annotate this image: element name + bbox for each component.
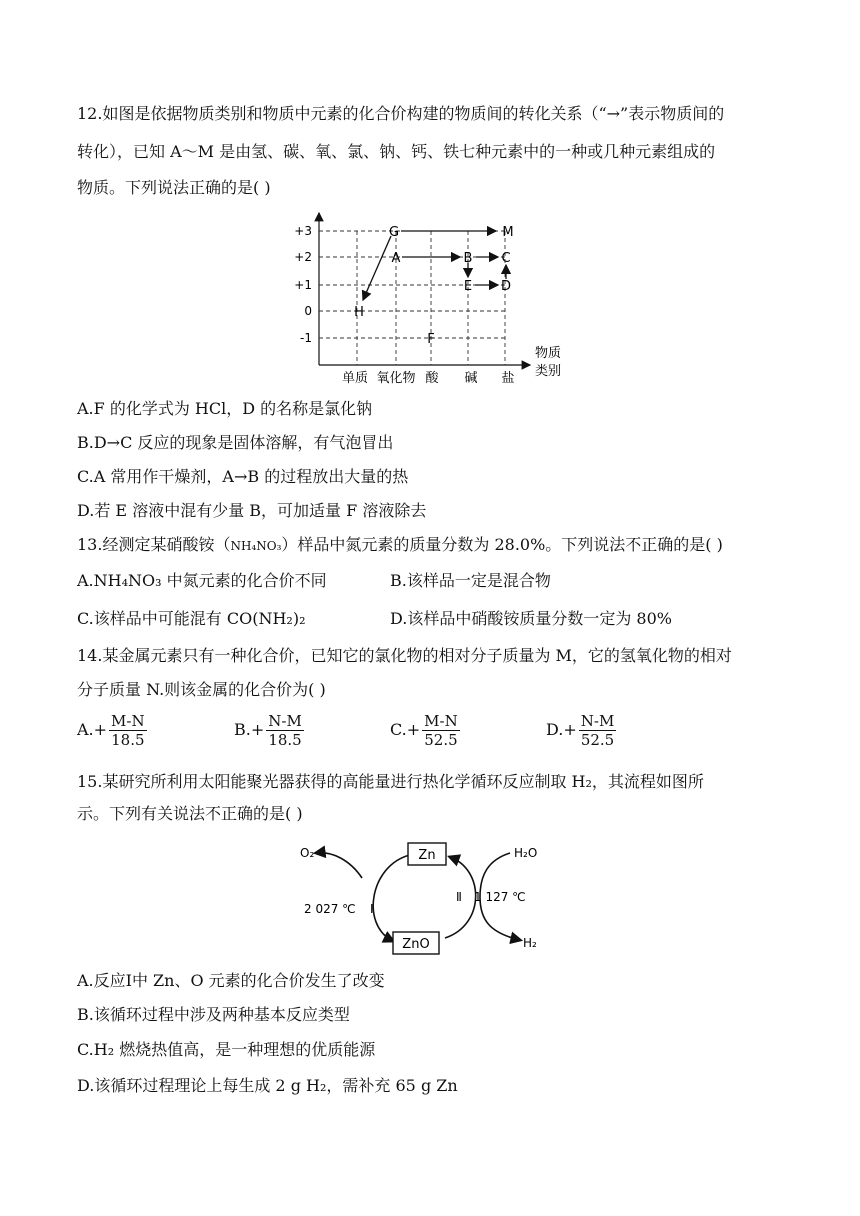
q13-option-c bbox=[77, 608, 305, 630]
q13-option-d: D.该样品中硝酸铵质量分数一定为 80% bbox=[390, 609, 672, 628]
q12-option-c: C.A 常用作干燥剂，A→B 的过程放出大量的热 bbox=[77, 467, 409, 486]
q12-stem-line-2: 转化），已知 A～M 是由氢、碳、氧、氯、钠、钙、铁七种元素中的一种或几种元素组成的 bbox=[77, 142, 716, 161]
q13-option-b: B.该样品一定是混合物 bbox=[390, 571, 551, 590]
thermochemical-cycle-diagram bbox=[290, 835, 580, 960]
q14-option-d bbox=[546, 712, 616, 749]
q13-option-c-text: C.该样品中可能混有 bbox=[77, 609, 227, 628]
point-b: B bbox=[463, 251, 473, 266]
q14-option-a-label: A.+ bbox=[77, 720, 108, 739]
q14-option-b-numerator: N-M bbox=[268, 712, 302, 730]
y-tick-plus3: +3 bbox=[294, 224, 312, 238]
x-tick-base: 碱 bbox=[464, 371, 478, 385]
q15-option-c: C.H₂ 燃烧热值高，是一种理想的优质能源 bbox=[77, 1040, 376, 1059]
q15-option-d-formula: H₂ bbox=[306, 1076, 327, 1095]
q14-stem-line-1: 14.某金属元素只有一种化合价，已知它的氯化物的相对分子质量为 M，它的氢氧化物的相对 bbox=[77, 646, 732, 665]
o2-label: O₂ bbox=[300, 846, 315, 860]
point-e: E bbox=[463, 279, 473, 294]
q13-option-a-label: A. bbox=[77, 571, 94, 590]
h2-label: H₂ bbox=[523, 936, 537, 950]
valence-category-chart bbox=[290, 205, 580, 385]
point-f: F bbox=[427, 332, 435, 347]
q14-option-b-label: B.+ bbox=[234, 720, 265, 739]
q15-option-d-start: D.该循环过程理论上每生成 2 g bbox=[77, 1076, 307, 1095]
x-axis-title-1: 物质 bbox=[534, 346, 562, 361]
q15-option-a: A.反应Ⅰ中 Zn、O 元素的化合价发生了改变 bbox=[77, 971, 385, 990]
q15-option-d bbox=[77, 1075, 458, 1097]
zno-label: ZnO bbox=[402, 937, 430, 952]
q12-option-d: D.若 E 溶液中混有少量 B，可加适量 F 溶液除去 bbox=[77, 501, 427, 520]
point-g: G bbox=[388, 225, 400, 240]
arrow-g-to-h bbox=[363, 236, 391, 300]
x-tick-salt: 盐 bbox=[501, 371, 515, 385]
y-tick-plus2: +2 bbox=[294, 250, 312, 264]
point-c: C bbox=[501, 251, 511, 266]
q14-option-a-numerator: M-N bbox=[111, 712, 145, 730]
q12-option-a: A.F 的化学式为 HCl，D 的名称是氯化钠 bbox=[77, 399, 373, 418]
q12-stem-line-1: 12.如图是依据物质类别和物质中元素的化合价构建的物质间的转化关系（“→”表示物质间的 bbox=[77, 104, 725, 123]
h2o-label: H₂O bbox=[514, 846, 538, 860]
x-axis-title-2: 类别 bbox=[534, 364, 562, 379]
q14-option-a-fraction bbox=[109, 712, 147, 749]
q13-stem bbox=[77, 534, 723, 557]
q14-option-d-denominator: 52.5 bbox=[580, 731, 615, 749]
point-h: H bbox=[354, 305, 364, 320]
q15-stem-line-2: 示。下列有关说法不正确的是( ) bbox=[77, 804, 303, 823]
q13-option-c-formula: CO(NH₂)₂ bbox=[226, 609, 306, 628]
q12-option-b: B.D→C 反应的现象是固体溶解，有气泡冒出 bbox=[77, 433, 394, 452]
q14-option-c-label: C.+ bbox=[390, 720, 421, 739]
arc-left bbox=[373, 855, 410, 941]
x-tick-acid: 酸 bbox=[425, 371, 439, 385]
q15-stem-formula: H₂ bbox=[571, 772, 592, 791]
q13-stem-end: ）样品中氮元素的质量分数为 28.0%。下列说法不正确的是( ) bbox=[281, 535, 723, 554]
q14-option-b bbox=[234, 712, 304, 749]
q15-option-b: B.该循环过程中涉及两种基本反应类型 bbox=[77, 1005, 350, 1024]
q14-option-d-label: D.+ bbox=[546, 720, 577, 739]
y-tick-minus1: -1 bbox=[300, 331, 312, 345]
y-tick-plus1: +1 bbox=[294, 278, 312, 292]
q14-option-a-denominator: 18.5 bbox=[111, 731, 145, 749]
q15-option-d-end: ，需补充 65 g Zn bbox=[326, 1076, 458, 1095]
q15-stem-start: 15.某研究所利用太阳能聚光器获得的高能量进行热化学循环反应制取 bbox=[77, 772, 572, 791]
grid bbox=[319, 231, 505, 365]
q14-option-c-fraction bbox=[422, 712, 460, 749]
arrow-to-o2 bbox=[316, 853, 362, 878]
y-tick-0: 0 bbox=[304, 304, 312, 318]
q13-formula: NH₄NO₃ bbox=[230, 539, 282, 553]
q14-option-b-denominator: 18.5 bbox=[268, 731, 302, 749]
q13-option-a bbox=[77, 570, 327, 592]
q13-option-a-text: 中氮元素的化合价不同 bbox=[161, 571, 327, 590]
q14-option-d-fraction bbox=[579, 712, 617, 749]
q14-option-a bbox=[77, 712, 147, 749]
q15-stem-line-1 bbox=[77, 771, 704, 793]
q14-stem-line-2: 分子质量 N.则该金属的化合价为( ) bbox=[77, 680, 326, 699]
q12-stem-line-3: 物质。下列说法正确的是( ) bbox=[77, 178, 271, 197]
q14-option-c-numerator: M-N bbox=[424, 712, 458, 730]
temp-right-label: 1 127 ℃ bbox=[474, 890, 526, 904]
q14-option-c bbox=[390, 712, 460, 749]
q13-option-a-formula: NH₄NO₃ bbox=[93, 571, 162, 590]
q13-stem-start: 13.经测定某硝酸铵（ bbox=[77, 535, 231, 554]
point-a: A bbox=[391, 251, 401, 266]
zn-label: Zn bbox=[418, 848, 436, 863]
reaction-i-label: Ⅰ bbox=[370, 902, 374, 916]
q15-stem-end: ，其流程如图所 bbox=[591, 772, 704, 791]
reaction-ii-label: Ⅱ bbox=[456, 890, 462, 904]
q14-option-d-numerator: N-M bbox=[580, 712, 615, 730]
point-d: D bbox=[500, 279, 512, 294]
q14-option-c-denominator: 52.5 bbox=[424, 731, 458, 749]
point-m: M bbox=[502, 225, 514, 240]
x-tick-oxide: 氧化物 bbox=[376, 371, 416, 385]
x-tick-element: 单质 bbox=[341, 371, 369, 385]
q14-option-b-fraction bbox=[266, 712, 304, 749]
temp-left-label: 2 027 ℃ bbox=[304, 902, 356, 916]
